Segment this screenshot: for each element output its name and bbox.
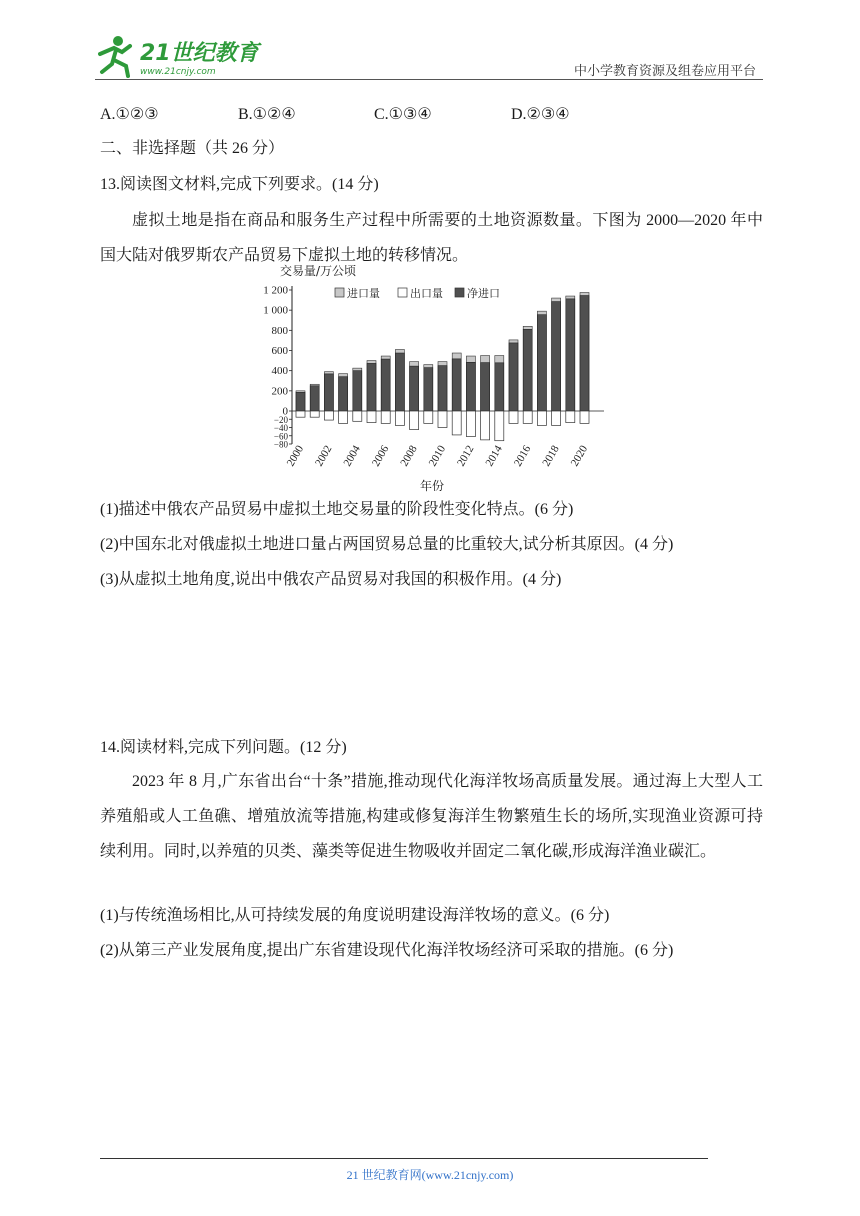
bar-export	[381, 411, 390, 423]
bar-net-import	[495, 363, 504, 411]
q14-sub1: (1)与传统渔场相比,从可持续发展的角度说明建设海洋牧场的意义。(6 分)	[100, 907, 610, 924]
bar-export	[566, 411, 575, 423]
bar-export	[552, 411, 561, 425]
legend-net-swatch	[455, 288, 464, 297]
bar-export	[452, 411, 461, 435]
bar-net-import	[324, 374, 333, 411]
chart-bars	[296, 293, 589, 441]
bar-net-import	[339, 377, 348, 411]
x-tick-label: 2004	[341, 443, 363, 469]
x-tick-label: 2002	[313, 443, 335, 469]
x-tick-label: 2020	[568, 443, 591, 469]
chart-x-ticks	[285, 443, 591, 468]
bar-export	[509, 411, 518, 423]
logo-text: 21世纪教育	[140, 41, 259, 66]
bar-export	[481, 411, 490, 440]
bar-net-import	[353, 371, 362, 411]
bar-net-import	[452, 359, 461, 411]
y-tick-label: −40	[273, 423, 288, 433]
bar-net-import	[296, 392, 305, 411]
x-tick-label: 2000	[284, 443, 307, 469]
bar-net-import	[537, 315, 546, 411]
bar-net-import	[523, 329, 532, 411]
bar-export	[466, 411, 475, 437]
y-tick-label: −80	[273, 439, 288, 450]
bar-net-import	[466, 362, 475, 411]
x-tick-label: 2008	[398, 443, 420, 469]
footer-divider	[100, 1158, 708, 1159]
x-tick-label: 2010	[426, 443, 449, 469]
bar-export	[410, 411, 419, 430]
virtual-land-chart	[240, 258, 610, 498]
y-tick-label: 0	[282, 405, 288, 418]
option-b: B.①②④	[238, 106, 296, 123]
q14-sub2: (2)从第三产业发展角度,提出广东省建设现代化海洋牧场经济可采取的措施。(6 分)	[100, 942, 674, 959]
q13-intro: 虚拟土地是指在商品和服务生产过程中所需要的土地资源数量。下图为 2000—2020 年中国大陆对俄罗斯农产品贸易下虚拟土地的转移情况。	[100, 212, 763, 264]
bar-export	[353, 411, 362, 421]
q13-sub3: (3)从虚拟土地角度,说出中俄农产品贸易对我国的积极作用。(4 分)	[100, 571, 562, 588]
logo-url: www.21cnjy.com	[140, 67, 216, 77]
option-a: A.①②③	[100, 106, 159, 123]
x-tick-label: 2006	[369, 443, 392, 469]
legend-export-swatch	[398, 288, 407, 297]
y-tick-label: 200	[271, 385, 288, 398]
header-platform-name: 中小学教育资源及组卷应用平台	[573, 64, 756, 79]
bar-net-import	[566, 299, 575, 411]
bar-export	[523, 411, 532, 423]
legend-net-label: 净进口	[467, 287, 500, 300]
option-c: C.①③④	[374, 106, 432, 123]
bar-net-import	[424, 368, 433, 411]
q13-sub1: (1)描述中俄农产品贸易中虚拟土地交易量的阶段性变化特点。(6 分)	[100, 501, 574, 518]
bar-export	[367, 411, 376, 423]
y-tick-label: −20	[273, 414, 288, 425]
bar-export	[395, 411, 404, 425]
bar-export	[495, 411, 504, 441]
bar-net-import	[410, 366, 419, 411]
y-tick-label: −60	[273, 431, 288, 442]
bar-export	[339, 411, 348, 423]
y-tick-label: 600	[271, 345, 288, 357]
footer-text: 21 世纪教育网(www.21cnjy.com)	[346, 1168, 514, 1182]
site-logo	[92, 32, 267, 80]
q13-sub2: (2)中国东北对俄虚拟土地进口量占两国贸易总量的比重较大,试分析其原因。(4 分)	[100, 536, 674, 553]
q14-title: 14.阅读材料,完成下列问题。(12 分)	[100, 739, 347, 756]
bar-export	[296, 411, 305, 417]
y-tick-label: 1 200	[263, 284, 288, 297]
chart-legend	[335, 286, 500, 300]
bar-net-import	[552, 302, 561, 411]
chart-xlabel: 年份	[419, 479, 445, 493]
bar-net-import	[438, 366, 447, 411]
y-tick-label: 400	[271, 365, 288, 378]
runner-icon	[100, 36, 130, 76]
bar-export	[438, 411, 447, 428]
x-tick-label: 2016	[511, 443, 534, 469]
x-tick-label: 2018	[540, 443, 562, 469]
bar-export	[537, 411, 546, 425]
bar-export	[424, 411, 433, 423]
x-tick-label: 2012	[455, 443, 477, 469]
q13-title: 13.阅读图文材料,完成下列要求。(14 分)	[100, 176, 379, 193]
chart-ylabel: 交易量/万公顷	[280, 264, 357, 278]
y-tick-label: 1 000	[263, 304, 288, 317]
bar-net-import	[381, 359, 390, 411]
q14-intro: 2023 年 8 月,广东省出台“十条”措施,推动现代化海洋牧场高质量发展。通过海上大型人工养殖船或人工鱼礁、增殖放流等措施,构建或修复海洋生物繁殖生长的场所,实现渔业资源可持续利用。同时,以养殖的贝类、藻类等促进生物吸收并固定二氧化碳,形成海洋渔业碳汇。	[100, 773, 763, 860]
bar-export	[310, 411, 319, 417]
header-divider	[95, 79, 763, 80]
bar-net-import	[481, 363, 490, 411]
bar-net-import	[580, 296, 589, 411]
y-tick-label: 800	[271, 324, 288, 337]
bar-net-import	[509, 343, 518, 411]
option-d: D.②③④	[511, 106, 570, 123]
bar-export	[580, 411, 589, 423]
bar-net-import	[367, 363, 376, 411]
legend-export-label: 出口量	[410, 287, 443, 300]
section-title: 二、非选择题（共 26 分）	[100, 140, 285, 157]
legend-import-label: 进口量	[347, 287, 380, 300]
bar-net-import	[310, 386, 319, 411]
x-tick-label: 2014	[483, 443, 505, 469]
legend-import-swatch	[335, 288, 344, 297]
bar-export	[324, 411, 333, 420]
bar-net-import	[395, 353, 404, 411]
